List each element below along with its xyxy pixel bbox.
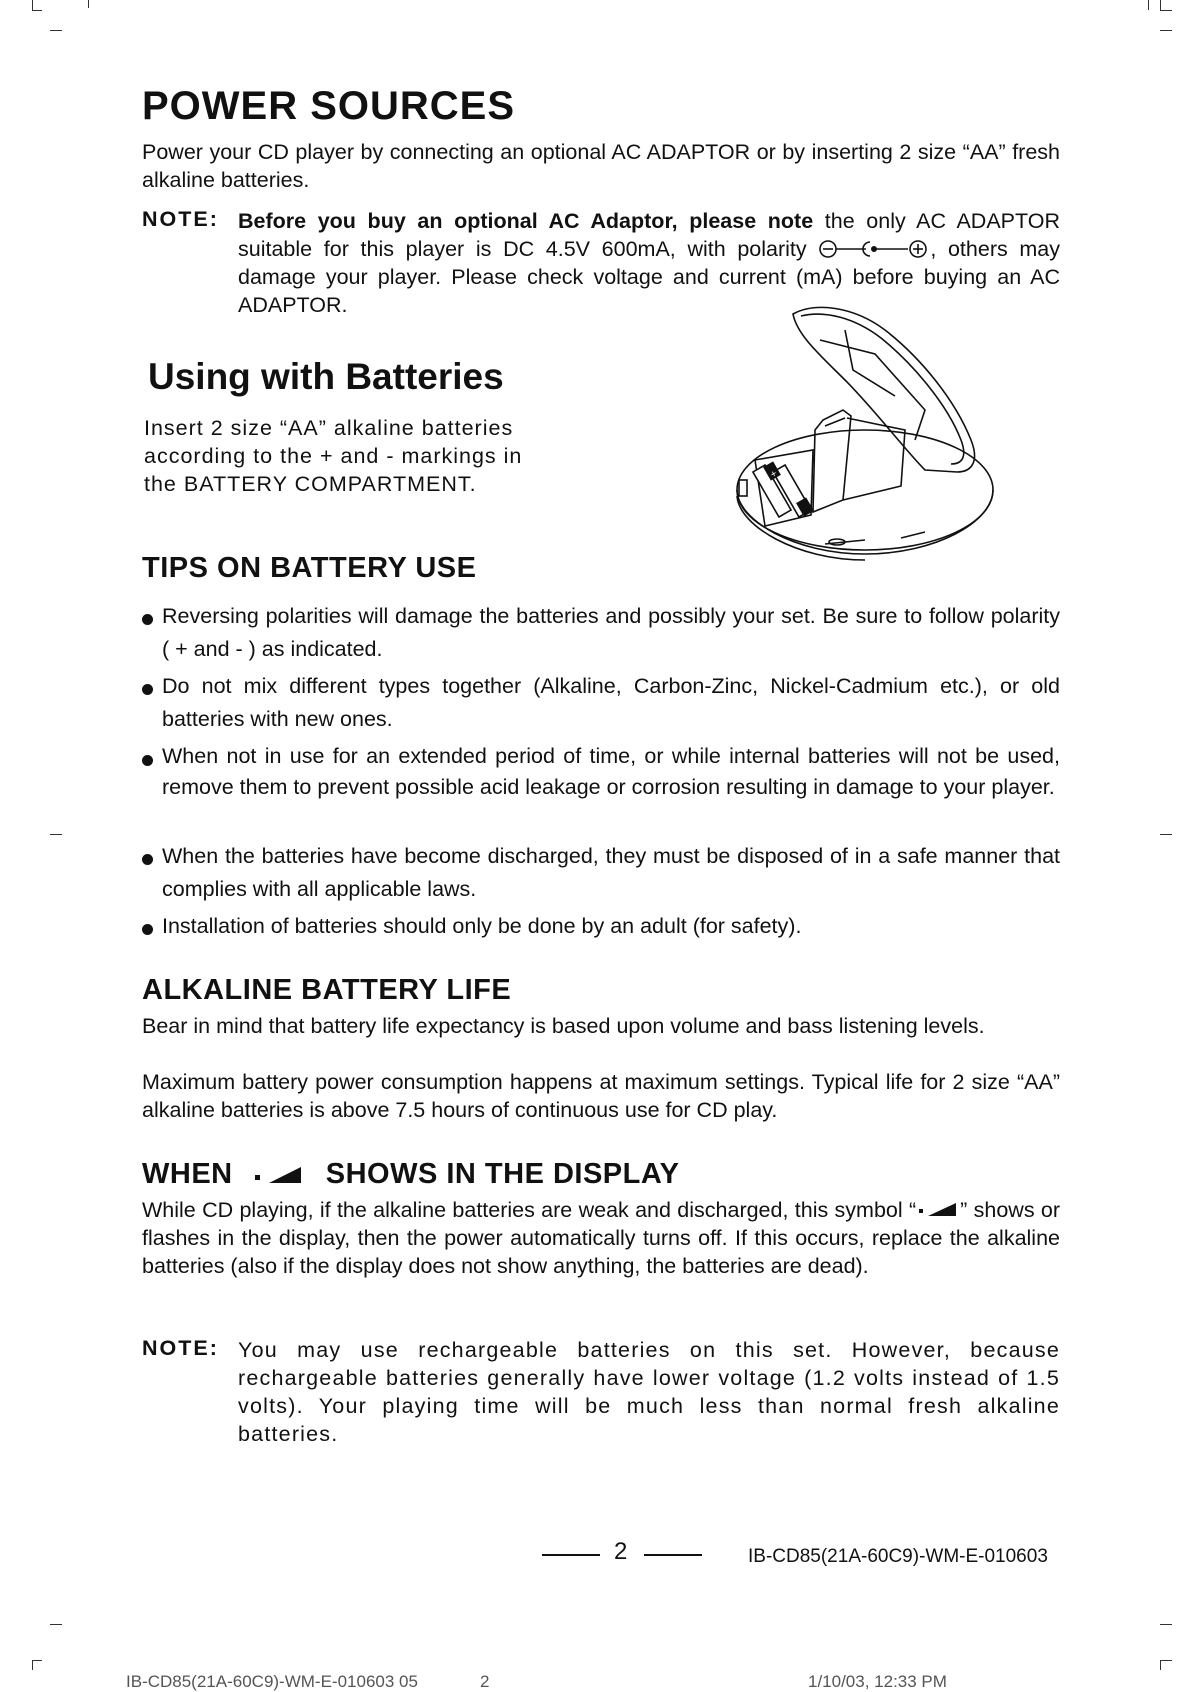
print-slug-right: 1/10/03, 12:33 PM [808,1672,947,1691]
section-title-tips-on-battery-use: TIPS ON BATTERY USE [142,552,477,584]
crop-mark [50,30,62,31]
when-title-pre: WHEN [142,1158,233,1190]
list-item: Installation of batteries should only be done by an adult (for safety). [142,910,1060,943]
page-number-rule-left [542,1554,600,1556]
list-item: When the batteries have become discharged, they must be disposed of in a safe manner that complies with all applicable laws. [142,840,1060,906]
low-battery-icon [916,1201,960,1219]
page-number: 2 [614,1538,628,1565]
crop-mark [1160,10,1172,11]
when-title-post: SHOWS IN THE DISPLAY [325,1158,680,1190]
list-item: Do not mix different types together (Alkaline, Carbon-Zinc, Nickel-Cadmium etc.), or old batteries with new ones. [142,670,1060,736]
polarity-symbol-icon [818,239,930,259]
crop-mark [32,1660,42,1661]
crop-mark [32,1660,33,1670]
alkaline-para-2: Maximum battery power consumption happens at maximum settings. Typical life for 2 size “AA” alkaline batteries is above 7.5 hours of continuous use for CD play. [142,1070,1060,1122]
page-number-rule-right [644,1554,702,1556]
rechargeable-note-text: You may use rechargeable batteries on this set. However, because rechargeable batteries generally have lower voltage (1.2 volts instead of 1.5 volts). Your playing time will be much less than normal fresh alkaline batteries. [238,1338,1060,1446]
crop-mark [32,0,33,10]
print-slug-left: IB-CD85(21A-60C9)-WM-E-010603 05 [126,1672,418,1691]
section-title-power-sources: POWER SOURCES [142,84,516,128]
section-title-alkaline-battery-life: ALKALINE BATTERY LIFE [142,974,512,1006]
bullet-icon [142,755,153,766]
crop-mark [1160,30,1172,31]
low-battery-icon [251,1163,307,1187]
power-sources-intro: Power your CD player by connecting an optional AC ADAPTOR or by inserting 2 size “AA” fresh alkaline batteries. [142,140,1060,192]
list-item: When not in use for an extended period of time, or while internal batteries will not be used, remove them to prevent possible acid leakage or corrosion resulting in damage to your player. [142,741,1060,803]
cd-player-battery-compartment-illustration [725,300,995,580]
when-display-text: While CD playing, if the alkaline batteries are weak and discharged, this symbol “ ” shows or flashes in the display, then the power automatically turns off. If this occurs, replace the alkaline batteries (also if the display does not show anything, the batteries are dead). [142,1198,1061,1278]
using-batteries-text: Insert 2 size “AA” alkaline batteries according to the + and - markings in the BATTERY COMPARTMENT. [144,416,523,496]
bullet-icon [142,614,153,625]
list-item: Reversing polarities will damage the batteries and possibly your set. Be sure to follow polarity ( + and - ) as indicated. [142,600,1060,666]
crop-mark [1148,0,1149,10]
power-note-text-1: the only AC ADAPTOR suitable for this player is DC 4.5V 600mA, with polarity [238,209,1060,261]
alkaline-para-1: Bear in mind that battery life expectancy is based upon volume and bass listening levels. [142,1014,985,1038]
document-code: IB-CD85(21A-60C9)-WM-E-010603 [748,1546,1048,1567]
power-note-bold: Before you buy an optional AC Adaptor, please note [238,209,814,233]
crop-mark [1160,1660,1172,1661]
crop-mark [1160,0,1161,10]
section-title-when-shows-in-display [142,1158,680,1191]
crop-mark [50,834,62,835]
note-label: NOTE: [142,207,219,231]
svg-text:+: + [768,468,780,481]
crop-mark [32,10,42,11]
crop-mark [1160,1660,1161,1670]
crop-mark [50,1624,62,1625]
crop-mark [1160,834,1172,835]
print-slug-mid: 2 [480,1672,490,1691]
bullet-icon [142,854,153,865]
note-label: NOTE: [142,1336,219,1360]
crop-mark [88,0,89,8]
crop-mark [1160,1624,1172,1625]
section-title-using-with-batteries: Using with Batteries [148,356,504,397]
power-note-text-2: , others may damage your player. Please check voltage and current (mA) before buying an AC ADAPTOR. [238,237,1061,317]
bullet-icon [142,684,153,695]
bullet-icon [142,924,153,935]
